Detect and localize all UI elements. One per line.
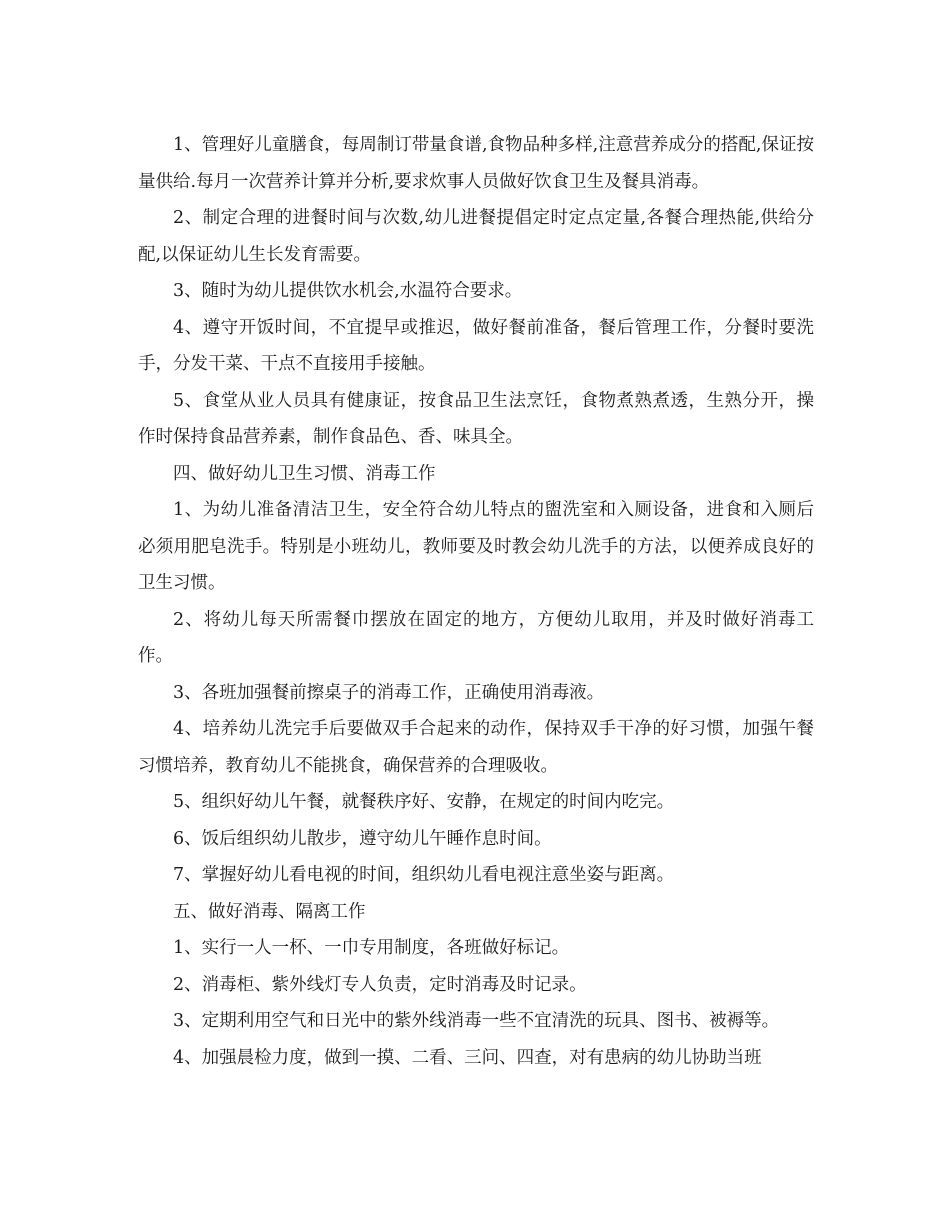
document-body (138, 127, 814, 1076)
paragraph-lunch: 5、组织好幼儿午餐，就餐秩序好、安静，在规定的时间内吃完。 (173, 792, 675, 812)
paragraph-morning-check: 4、加强晨检力度，做到一摸、二看、三问、四查，对有患病的幼儿协助当班 (173, 1047, 762, 1068)
paragraph-meal-management: 1、管理好儿童膳食，每周制订带量食谱,食物品种多样,注意营养成分的搭配,保证按量供给.每月一次营养计算并分析,要求炊事人员做好饮食卫生及餐具消毒。 (138, 135, 814, 192)
section-heading-hygiene: 四、做好幼儿卫生习惯、消毒工作 (173, 463, 436, 484)
paragraph-uv-lamp: 2、消毒柜、紫外线灯专人负责，定时消毒及时记录。 (173, 974, 587, 995)
paragraph-table-disinfection: 3、各班加强餐前擦桌子的消毒工作，正确使用消毒液。 (173, 682, 605, 703)
paragraph-sunlight-disinfection: 3、定期利用空气和日光中的紫外线消毒一些不宜清洗的玩具、图书、被褥等。 (173, 1011, 780, 1031)
paragraph-drinking-water: 3、随时为幼儿提供饮水机会,水温符合要求。 (173, 281, 523, 301)
paragraph-cup-towel: 1、实行一人一杯、一巾专用制度，各班做好标记。 (173, 938, 570, 958)
section-heading-disinfection: 五、做好消毒、隔离工作 (173, 901, 366, 922)
paragraph-washroom: 1、为幼儿准备清洁卫生，安全符合幼儿特点的盥洗室和入厕设备，进食和入厕后必须用肥皂洗手。特别是小班幼儿，教师要及时教会幼儿洗手的方法，以便养成良好的卫生习惯。 (138, 500, 814, 593)
paragraph-meal-schedule: 2、制定合理的进餐时间与次数,幼儿进餐提倡定时定点定量,各餐合理热能,供给分配,以保证幼儿生长发育需要。 (138, 208, 814, 265)
paragraph-tv-time: 7、掌握好幼儿看电视的时间，组织幼儿看电视注意坐姿与距离。 (173, 865, 675, 885)
paragraph-canteen-staff: 5、食堂从业人员具有健康证，按食品卫生法烹饪，食物煮熟煮透，生熟分开，操作时保持食品营养素，制作食品色、香、味具全。 (138, 390, 814, 447)
paragraph-walk-nap: 6、饭后组织幼儿散步，遵守幼儿午睡作息时间。 (173, 828, 552, 849)
paragraph-napkins: 2、将幼儿每天所需餐巾摆放在固定的地方，方便幼儿取用，并及时做好消毒工作。 (138, 609, 814, 666)
paragraph-hand-habits: 4、培养幼儿洗完手后要做双手合起来的动作，保持双手干净的好习惯，加强午餐习惯培养，教育幼儿不能挑食，确保营养的合理吸收。 (138, 719, 814, 776)
paragraph-meal-time: 4、遵守开饭时间，不宜提早或推迟，做好餐前准备，餐后管理工作，分餐时要洗手，分发干菜、干点不直接用手接触。 (138, 317, 814, 374)
